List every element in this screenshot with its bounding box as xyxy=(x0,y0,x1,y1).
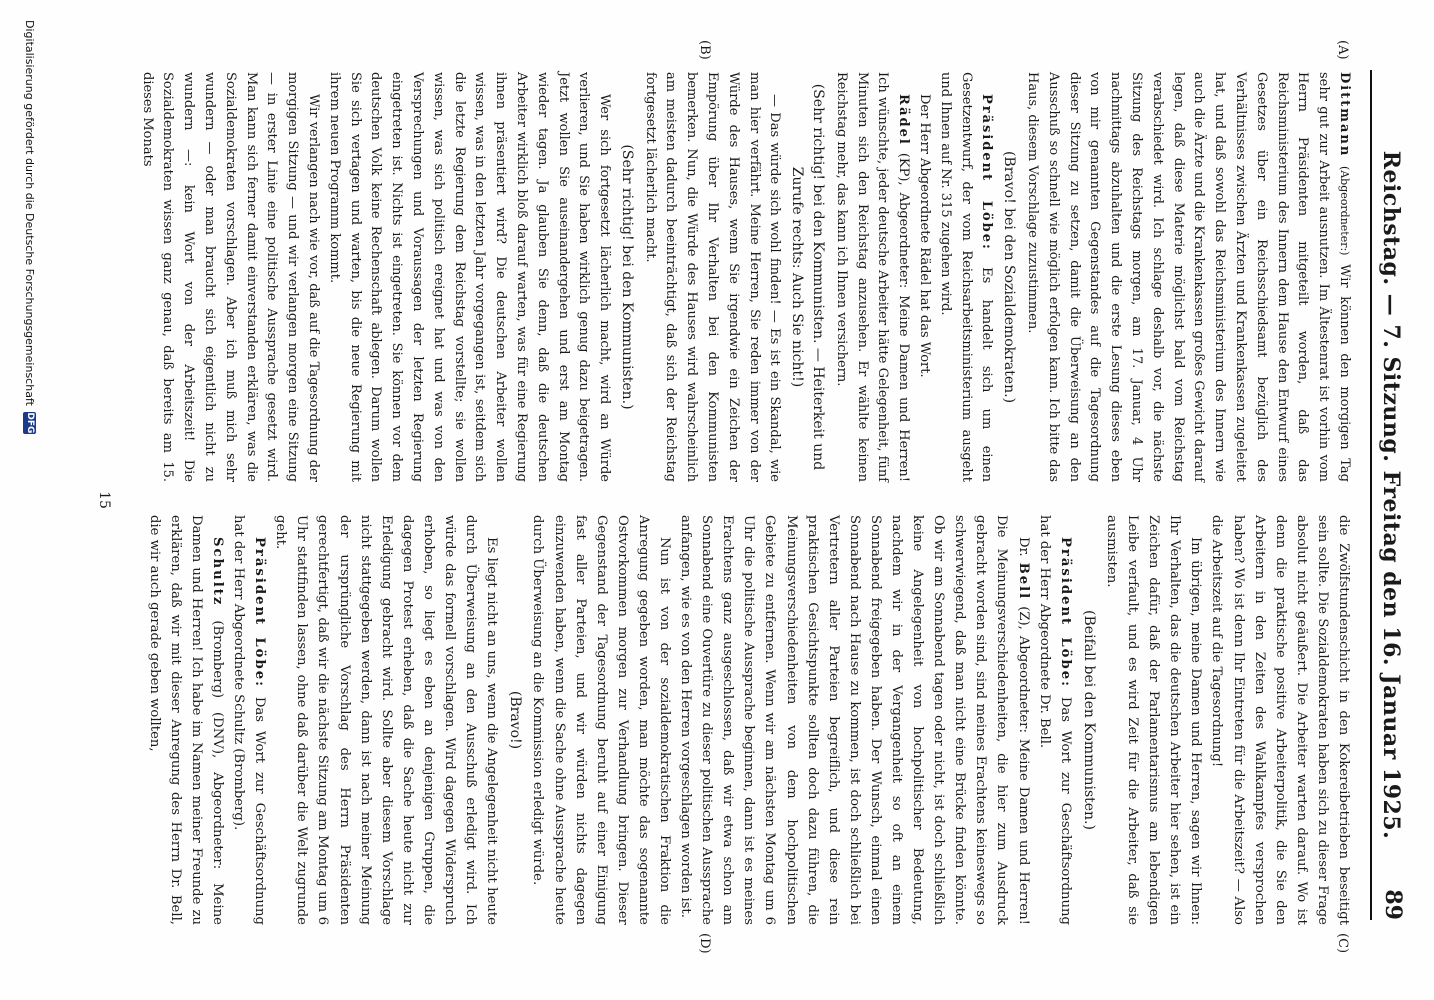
margin-letter-b: (B) xyxy=(697,40,712,60)
interjection: (Sehr richtig! bei den Kommunisten. — Heiterkeit und Zurufe rechts: Auch Sie nicht!) xyxy=(789,83,827,471)
speech-paragraph: Präsident Löbe: Das Wort zur Geschäftsordnung hat der Herr Abgeordnete Schultz (Bromberg). xyxy=(231,515,268,925)
speech-paragraph: Rädel (KP), Abgeordneter: Meine Damen und Herren! Ich wünschte, jeder deutsche Arbeiter hätte Gelegenheit, fünf Minuten sich den Reichstag anzusehen. Er wählte keinen Reichstag mehr, das kann ich Ihnen versichern. xyxy=(833,72,912,482)
speech-paragraph: Nun ist von der sozialdemokratischen Fraktion die Anregung gegeben worden, man möchte das sogenannte Ostvorkommen morgen zur Verhandlung bringen. Dieser Gegenstand der Tagesordnung beruht auf einer Einigung fast aller Parteien, und wir würden nichts dagegen einzuwenden haben, wenn die Sache ohne Aussprache heute durch Überweisung an die Kommission erledigt würde. xyxy=(530,515,672,925)
speaker-name: Präsident Löbe: xyxy=(252,537,268,688)
speaker-name: Bell xyxy=(1015,562,1031,601)
right-column xyxy=(144,515,1354,925)
speech-paragraph: — Das würde sich wohl finden! — Es ist ein Skandal, wie man hier verfährt. Meine Herren, Sie reden immer von der Würde des Hauses, wenn Sie irgendwie ein Zeichen der Empörung über Ihr Verhalten bei den Kommunisten bemerken. Nun, die Würde des Hauses wird wahrscheinlich am meisten dadurch beeinträchtigt, daß sich der Reichstag fortgesetzt lächerlich macht. xyxy=(642,72,783,482)
speech-paragraph: Es liegt nicht an uns, wenn die Angelegenheit nicht heute durch Überweisung an den Ausschuß erledigt wird. Ich würde das formell vorschlagen. Wird dagegen Widerspruch erhoben, so liegt es eben an denjenigen Gruppen, die dagegen Protest erheben, daß die Sache heute nicht zur Erledigung gebracht wird. Sollte aber diesem Vorschlage nicht stattgegeben werden, dann ist nach meiner Meinung der ursprüngliche Vorschlag des Herrn Präsidenten gerechtfertigt, daß wir die nächste Sitzung am Montag um 6 Uhr stattfinden lassen, ohne daß darüber die Welt zugrunde geht. xyxy=(273,515,500,925)
left-column xyxy=(136,72,1354,482)
speaker-name: Schultz xyxy=(210,537,226,607)
speaker-name: Rädel xyxy=(896,94,912,146)
speaker-name: Präsident Löbe: xyxy=(979,94,995,251)
interjection: (Bravo!) xyxy=(507,690,524,750)
speech-paragraph: Präsident Löbe: Das Wort zur Geschäftsordnung hat der Herr Abgeordnete Dr. Bell. xyxy=(1036,515,1073,925)
speaker-name: Präsident Löbe: xyxy=(1057,537,1073,688)
header-rule xyxy=(1370,70,1372,920)
speech-paragraph: Schultz (Bromberg) (DNV), Abgeordneter: Meine Damen und Herren! Ich habe im Namen meiner Freunde zu erklären, daß wir mit dieser Anregung des Herrn Dr. Bell, die wir auch gerade geben wollten, xyxy=(146,515,226,925)
margin-letter-d: (D) xyxy=(697,933,712,954)
digitization-credit xyxy=(23,20,36,434)
speech-paragraph: Wer sich fortgesetzt lächerlich macht, wird an Würde verlieren, und Sie haben wirklich genug dazu beigetragen. Jetzt wollen Sie auseinandergehen und erst am Montag wieder tagen. Ja glauben Sie denn, daß die deutschen Arbeiter wirklich bloß darauf warten, was für eine Regierung ihnen präsentiert wird? Die deutschen Arbeiter wollen wissen, was in den letzten Jahr vorgegangen ist, seitdem sich die letzte Regierung dem Reichstag vorstellte; sie wollen wissen, was sich politisch ereignet hat und was von den Versprechungen und Voraussagen der letzten Regierung eingetreten ist. Nichts ist eingetreten. Sie können vor dem deutschen Volk keine Rechenschaft ablegen. Darum wollen Sie sich vertagen und warten, bis die neue Regierung mit ihrem neuen Programm kommt. xyxy=(326,72,613,482)
page-number: 89 xyxy=(1380,889,1406,920)
folio-number: 15 xyxy=(96,491,112,509)
speech-paragraph: Dr. Bell (Z), Abgeordneter: Meine Damen und Herren! Die Meinungsverschiedenheiten, die hier zum Ausdruck gebracht worden sind, sind meines Erachtens keineswegs so schwerwiegend, daß man nicht eine Brücke finden könnte. Ob wir am Sonnabend tagen oder nicht, ist doch schließlich keine Angelegenheit von hochpolitischer Bedeutung, nachdem wir in der Vergangenheit so oft an einem Sonnabend freigegeben haben. Der Wunsch, einmal einen Sonnabend nach Hause zu kommen, ist doch schließlich bei Vertretern aller Parteien begreiflich, und diese rein praktischen Gesichtspunkte sollten doch dazu führen, die Meinungsverschiedenheiten von dem hochpolitischen Gebiete zu entfernen. Wenn wir am nächsten Montag um 6 Uhr die politische Aussprache beginnen, dann ist es meines Erachtens ganz ausgeschlossen, daß wir etwa schon am Sonnabend eine Ouvertüre zu dieser politischen Aussprache anfangen, wie es von den Herren vorgeschlagen worden ist. xyxy=(678,515,1031,925)
interjection: (Sehr richtig! bei den Kommunisten.) xyxy=(618,144,635,410)
running-head: Reichstag. — 7. Sitzung. Freitag den 16. Januar 1925. xyxy=(1378,150,1404,840)
speaker-name: Dittmann xyxy=(1337,72,1352,158)
interjection: (Beifall bei den Kommunisten.) xyxy=(1080,610,1097,830)
credit-text: Digitalisierung gefördert durch die Deutsche Forschungsgemeinschaft xyxy=(23,20,36,406)
margin-letter-a: (A) xyxy=(1335,40,1350,60)
speech-paragraph: Dittmann (Abgeordneter:) Wir können den morgigen Tag sehr gut zur Arbeit ausnutzen. Im Ältestenrat ist vorhin vom Herrn Präsidenten mitgeteilt worden, daß das Reichsministerium des Innern dem Hause den Entwurf eines Gesetzes über ein Reichsschiedsamt bezüglich des Verhältnisses zwischen Ärzten und Krankenkassen zugeleitet hat, und daß sowohl das Reichsministerium des Innern wie auch die Ärzte und die Krankenkassen großes Gewicht darauf legen, daß diese Materie möglichst bald vom Reichstag verabschiedet wird. Ich schlage deshalb vor, die nächste Sitzung des Reichstags morgen, am 17. Januar, 4 Uhr nachmittags abzuhalten und die erste Lesung dieses eben von mir genannten Gegenstandes auf die Tagesordnung dieser Sitzung zu setzen, damit die Überweisung an den Ausschuß so schnell wie möglich erfolgen kann. Ich bitte das Haus, diesem Vorschlage zuzustimmen. xyxy=(1025,72,1352,482)
speech-paragraph: Im übrigen, meine Damen und Herren, sagen wir Ihnen: Ihr Verhalten, das die deutschen Arbeiter hier sehen, ist ein Zeichen dafür, daß der Parlamentarismus am lebendigen Leibe verfault, und es wird Zeit für die Arbeiter, daß sie ausmisten. xyxy=(1103,515,1204,925)
speaker-role: (Abgeordneter:) xyxy=(1338,165,1351,256)
dfg-logo: DFG xyxy=(25,412,35,434)
speech-paragraph: Der Herr Abgeordnete Rädel hat das Wort. xyxy=(917,94,933,378)
interjection: (Bravo! bei den Sozialdemokraten.) xyxy=(1001,150,1018,404)
speech-paragraph: Wir verlangen nach wie vor, daß auf die Tagesordnung der morgigen Sitzung — und wir verlangen morgen eine Sitzung — in erster Linie eine politische Aussprache gesetzt wird. Man kann sich ferner damit einverstanden erklären, was die Sozialdemokraten vorschlagen. Aber ich muß mich sehr wundern — oder man braucht sich eigentlich nicht zu wundern —: kein Wort von der Arbeitszeit! Die Sozialdemokraten wissen ganz genau, daß bereits am 15. dieses Monats xyxy=(139,72,321,482)
margin-letter-c: (C) xyxy=(1335,933,1350,954)
speech-paragraph: Präsident Löbe: Es handelt sich um einen Gesetzentwurf, der vom Reichsarbeitsministerium ausgeht und Ihnen auf Nr. 315 zugehen wird. xyxy=(937,72,995,482)
speech-paragraph: die Zwölfstundenschicht in den Kokereibetrieben beseitigt sein sollte. Die Sozialdemokraten haben sich zu dieser Frage absolut nicht geäußert. Die Arbeiter warten darauf. Wo ist denn die praktische positive Arbeiterpolitik, die Sie den Arbeitern in den Zeiten des Wahlkampfes versprochen haben? Wo ist denn Ihr Eintreten für die Arbeitszeit? — Also die Arbeitszeit auf die Tagesordnung! xyxy=(1209,515,1351,925)
